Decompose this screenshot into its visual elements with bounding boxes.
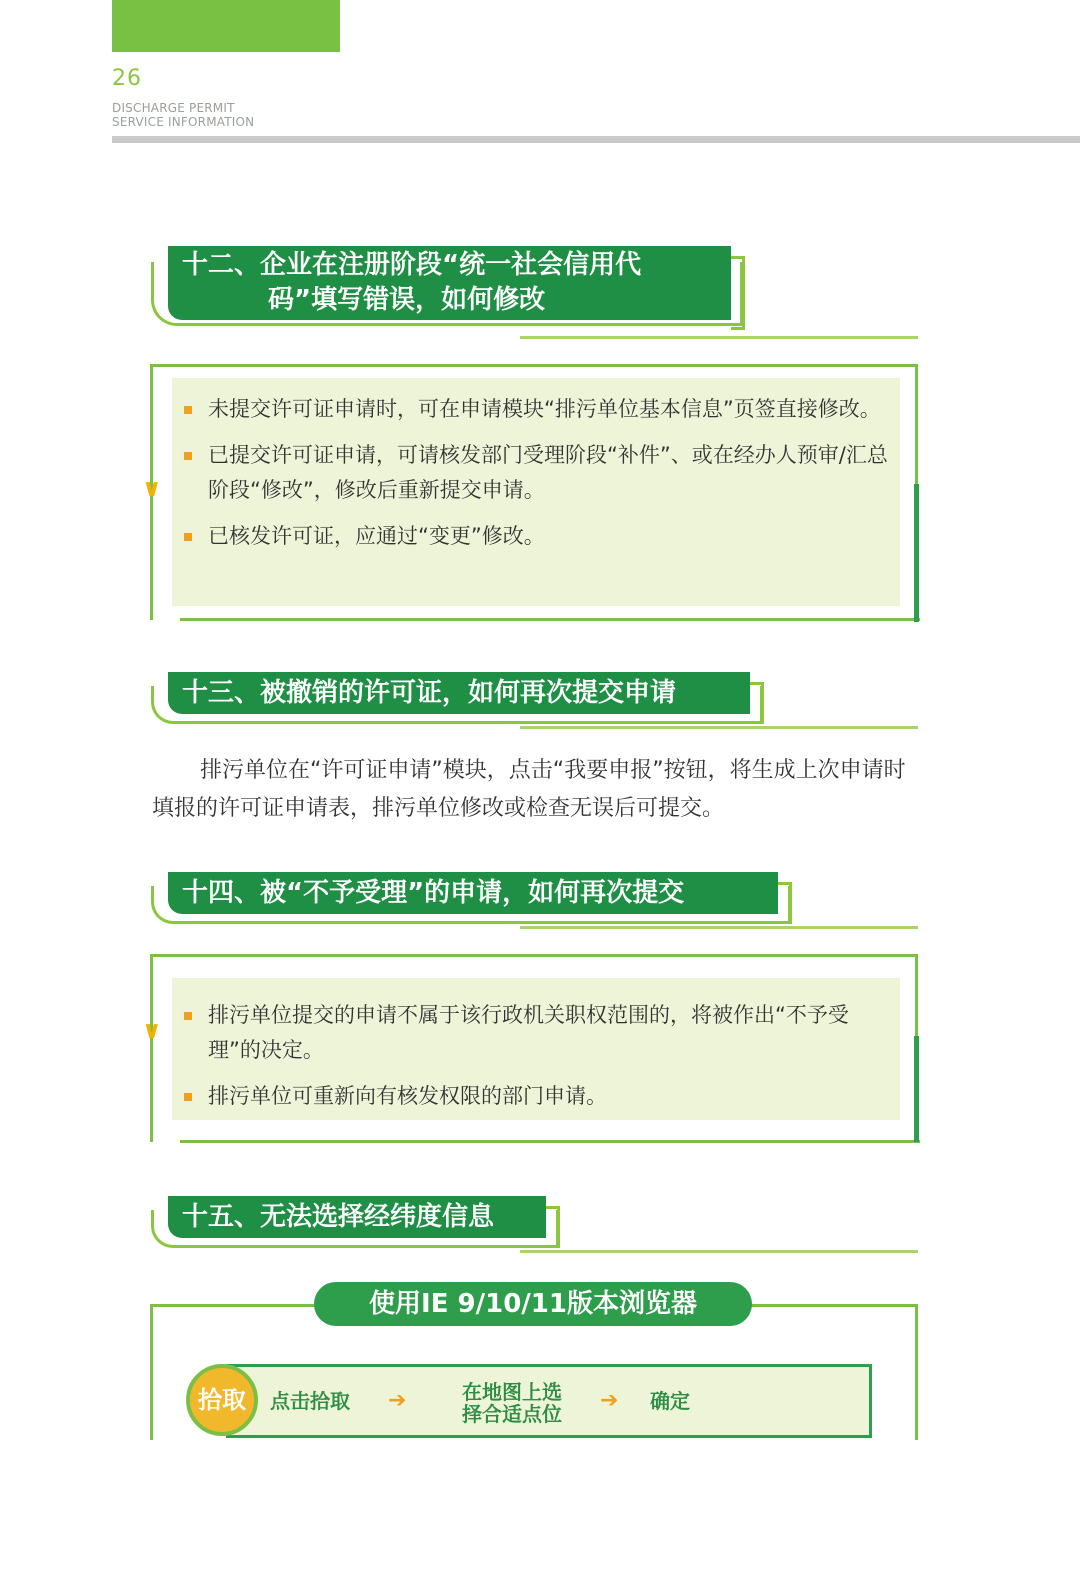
section-14-panel-bottom bbox=[180, 1140, 920, 1143]
section-13-title: 十三、被撤销的许可证，如何再次提交申请 bbox=[168, 672, 750, 714]
section-14-title: 十四、被“不予受理”的申请，如何再次提交 bbox=[168, 872, 778, 914]
section-12-bullet-panel bbox=[172, 378, 900, 606]
section-12-title-underline bbox=[520, 336, 918, 339]
section-13-paragraph: 排污单位在“许可证申请”模块，点击“我要申报”按钮，将生成上次申请时填报的许可证申请表，排污单位修改或检查无误后可提交。 bbox=[152, 758, 906, 821]
section-13-title-underline bbox=[520, 726, 918, 729]
list-item: 已核发许可证，应通过“变更”修改。 bbox=[174, 519, 896, 554]
section-12-title-line2: 码”填写错误，如何修改 bbox=[268, 285, 546, 315]
square-bullet-icon bbox=[184, 406, 192, 414]
list-item: 未提交许可证申请时，可在申请模块“排污单位基本信息”页签直接修改。 bbox=[174, 392, 896, 427]
section-12-panel-bottom bbox=[180, 618, 920, 621]
square-bullet-icon bbox=[184, 452, 192, 460]
page-number: 26 bbox=[112, 66, 142, 91]
list-item: 排污单位可重新向有核发权限的部门申请。 bbox=[174, 1079, 896, 1114]
step-select-point: 在地图上选 择合适点位 bbox=[462, 1380, 562, 1426]
square-bullet-icon bbox=[184, 533, 192, 541]
header-green-block bbox=[112, 0, 340, 52]
browser-note-pill: 使用IE 9/10/11版本浏览器 bbox=[314, 1282, 752, 1326]
section-12-title-line1: 十二、企业在注册阶段“统一社会信用代 bbox=[182, 250, 642, 280]
square-bullet-icon bbox=[184, 1012, 192, 1020]
arrow-right-icon: ➔ bbox=[600, 1388, 619, 1413]
list-item: 已提交许可证申请，可请核发部门受理阶段“补件”、或在经办人预审/汇总阶段“修改”，修改后重新提交申请。 bbox=[174, 438, 896, 508]
section-15-title-underline bbox=[520, 1250, 918, 1253]
step-confirm: 确定 bbox=[650, 1389, 690, 1413]
pick-icon: 拾取 bbox=[186, 1364, 258, 1436]
section-14-title-underline bbox=[520, 926, 918, 929]
header-subtitle-line2: SERVICE INFORMATION bbox=[112, 115, 255, 129]
section-14-bullet-panel bbox=[172, 978, 900, 1120]
square-bullet-icon bbox=[184, 1093, 192, 1101]
chevron-down-icon: ∨ bbox=[142, 474, 162, 502]
chevron-down-icon: ∨ bbox=[142, 1016, 162, 1044]
list-item: 排污单位提交的申请不属于该行政机关职权范围的，将被作出“不予受理”的决定。 bbox=[174, 998, 896, 1068]
arrow-right-icon: ➔ bbox=[388, 1388, 407, 1413]
step-click-pick: 点击拾取 bbox=[270, 1389, 350, 1413]
section-12-panel-right-accent bbox=[914, 484, 919, 622]
section-15-title: 十五、无法选择经纬度信息 bbox=[168, 1196, 546, 1238]
section-14-panel-right-accent bbox=[914, 1036, 919, 1142]
section-12-title bbox=[168, 246, 731, 320]
header-rule bbox=[112, 136, 1080, 143]
header-subtitle-line1: DISCHARGE PERMIT bbox=[112, 101, 235, 115]
